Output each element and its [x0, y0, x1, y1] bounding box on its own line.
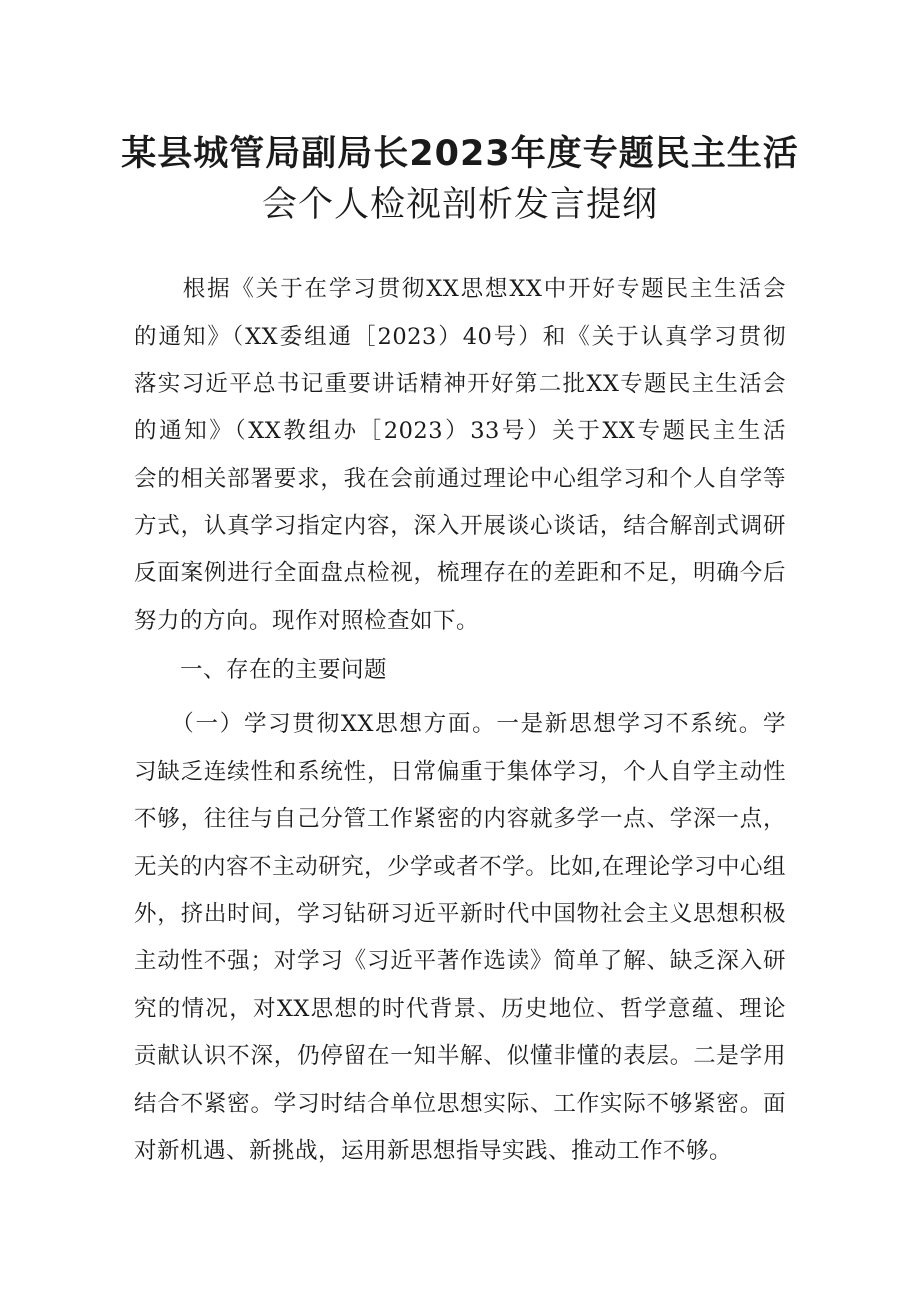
body-text-line: 不够，往往与自己分管工作紧密的内容就多学一点、学深一点， — [134, 806, 786, 832]
body-text-line: 究的情况，对XX思想的时代背景、历史地位、哲学意蕴、理论 — [134, 996, 786, 1022]
body-text-line: 落实习近平总书记重要讲话精神开好第二批XX专题民主生活会 — [134, 371, 786, 397]
body-text-line: 根据《关于在学习贯彻XX思想XX中开好专题民主生活会 — [134, 276, 786, 302]
body-text-line: 外，挤出时间，学习钻研习近平新时代中国物社会主义思想积极 — [134, 901, 786, 927]
body-text-line: 的通知》（XX教组办［2023）33号）关于XX专题民主生活 — [134, 418, 786, 444]
body-text-line: 方式，认真学习指定内容，深入开展谈心谈话，结合解剖式调研 — [134, 513, 786, 539]
body-text-line: 主动性不强；对学习《习近平著作选读》简单了解、缺乏深入研 — [134, 948, 786, 974]
body-text-line: 努力的方向。现作对照检查如下。 — [134, 608, 480, 634]
body-text-line: 的通知》（XX委组通［2023）40号）和《关于认真学习贯彻 — [134, 324, 786, 350]
document-title-line-1: 某县城管局副局长2023年度专题民主生活 — [121, 134, 799, 174]
body-text-line: 会的相关部署要求，我在会前通过理论中心组学习和个人自学等 — [134, 466, 786, 492]
body-text-line: （一）学习贯彻XX思想方面。一是新思想学习不系统。学 — [134, 711, 786, 737]
section-heading: 一、存在的主要问题 — [134, 657, 388, 683]
body-text-line: 贡献认识不深，仍停留在一知半解、似懂非懂的表层。二是学用 — [134, 1043, 786, 1069]
document-title-line-2: 会个人检视剖析发言提纲 — [261, 185, 658, 225]
body-text-line: 结合不紧密。学习时结合单位思想实际、工作实际不够紧密。面 — [134, 1091, 786, 1117]
body-text-line: 习缺乏连续性和系统性，日常偏重于集体学习，个人自学主动性 — [134, 759, 786, 785]
body-text-line: 无关的内容不主动研究，少学或者不学。比如,在理论学习中心组 — [134, 854, 786, 880]
body-text-line: 对新机遇、新挑战，运用新思想指导实践、推动工作不够。 — [134, 1138, 733, 1164]
body-text-line: 反面案例进行全面盘点检视，梳理存在的差距和不足，明确今后 — [134, 560, 786, 586]
